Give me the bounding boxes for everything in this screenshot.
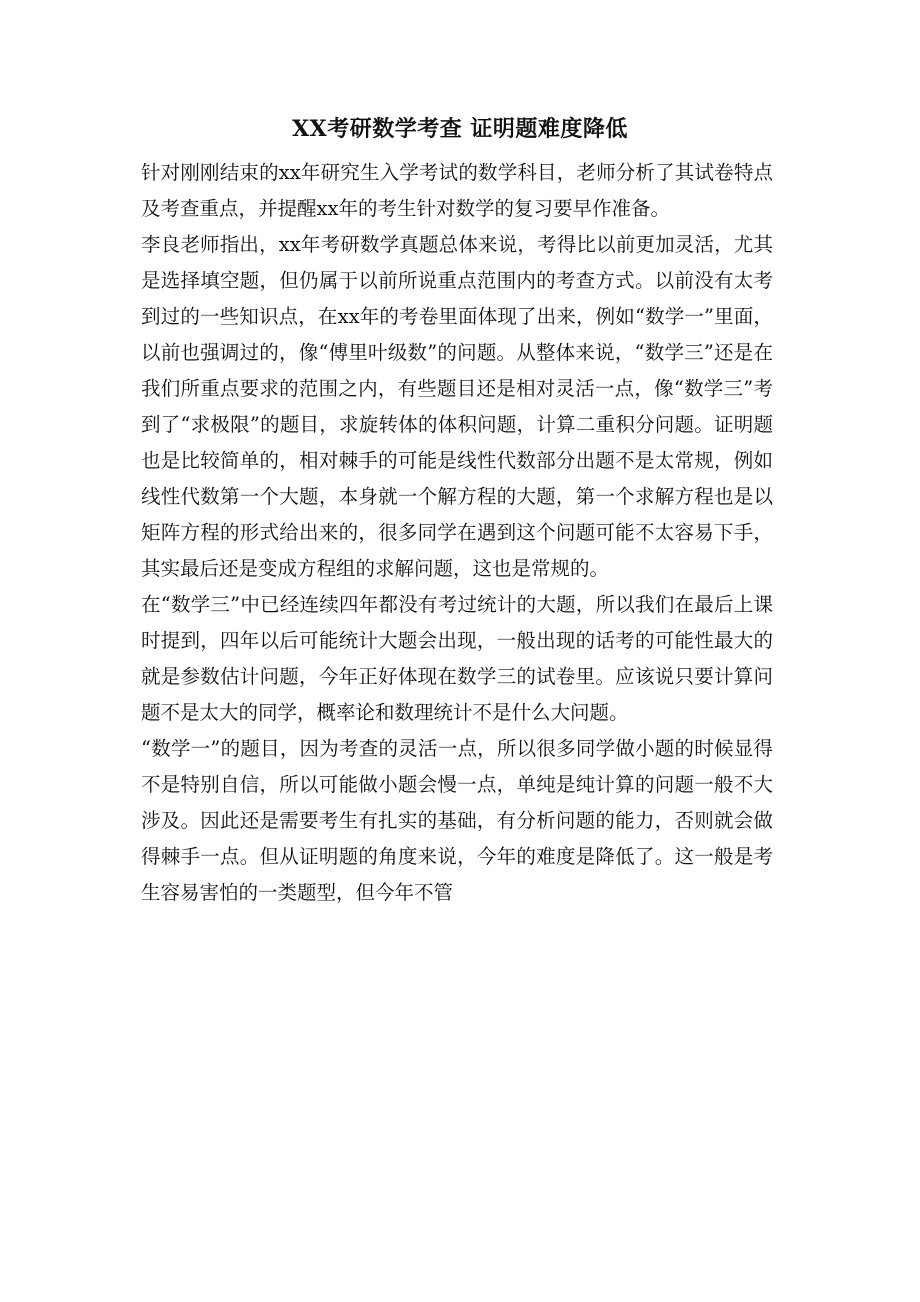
paragraph-3: 在“数学三”中已经连续四年都没有考过统计的大题，所以我们在最后上课时提到，四年以后可能统计大题会出现，一般出现的话考的可能性最大的就是参数估计问题，今年正好体现在数学三的试卷里。应该说只要计算问题不是太大的同学，概率论和数理统计不是什么大问题。 — [141, 593, 773, 724]
paragraph-2: 李良老师指出，xx年考研数学真题总体来说，考得比以前更加灵活，尤其是选择填空题，但仍属于以前所说重点范围内的考查方式。以前没有太考到过的一些知识点，在xx年的考卷里面体现了出来，例如“数学一”里面，以前也强调过的，像“傅里叶级数”的问题。从整体来说，“数学三”还是在我们所重点要求的范围之内，有些题目还是相对灵活一点，像“数学三”考到了“求极限”的题目，求旋转体的体积问题，计算二重积分问题。证明题也是比较简单的，相对棘手的可能是线性代数部分出题不是太常规，例如线性代数第一个大题，本身就一个解方程的大题，第一个求解方程也是以矩阵方程的形式给出来的，很多同学在遇到这个问题可能不太容易下手，其实最后还是变成方程组的求解问题，这也是常规的。 — [141, 233, 773, 580]
paragraph-4: “数学一”的题目，因为考查的灵活一点，所以很多同学做小题的时候显得不是特别自信，所以可能做小题会慢一点，单纯是纯计算的问题一般不大涉及。因此还是需要考生有扎实的基础，有分析问题的能力，否则就会做得棘手一点。但从证明题的角度来说，今年的难度是降低了。这一般是考生容易害怕的一类题型，但今年不管 — [141, 737, 773, 904]
document-title: XX考研数学考查 证明题难度降低 — [292, 116, 628, 142]
document-body — [141, 155, 773, 911]
paragraph-1: 针对刚刚结束的xx年研究生入学考试的数学科目，老师分析了其试卷特点及考查重点，并提醒xx年的考生针对数学的复习要早作准备。 — [141, 161, 773, 220]
